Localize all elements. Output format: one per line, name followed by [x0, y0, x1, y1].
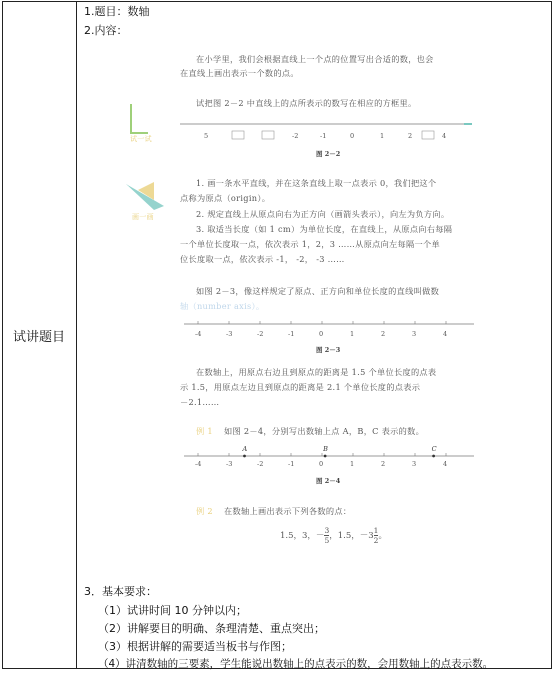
- distance-line-3: －2.1……: [180, 397, 220, 407]
- left-label: 试讲题目: [12, 330, 65, 345]
- example-2-label: 例 2: [196, 506, 213, 516]
- distance-line-2: 示 1.5，用原点左边且到原点的距离是 2.1 个单位长度的点表示: [180, 382, 421, 392]
- point-marker: [324, 455, 327, 458]
- point-marker: [243, 455, 246, 458]
- example-1-label: 例 1: [196, 426, 213, 436]
- tick-label: 4: [443, 460, 448, 468]
- tick-label: 4: [443, 330, 448, 338]
- figure-2-4: [184, 444, 484, 470]
- ruler-icon: [124, 180, 174, 212]
- column-divider: [76, 1, 77, 669]
- point-label: A: [242, 445, 248, 453]
- figure-2-4-caption: 图 2－4: [316, 477, 341, 485]
- tick-label: -3: [226, 330, 233, 338]
- tick-label: -1: [320, 132, 327, 140]
- tick-label: 1: [380, 132, 385, 140]
- requirements-heading: 3．基本要求：: [84, 585, 157, 598]
- tick-label: 4: [442, 132, 447, 140]
- tick-label: 1: [350, 460, 355, 468]
- answer-box: [262, 131, 274, 139]
- try-text: 试把图 2－2 中直线上的点所表示的数写在相应的方框里。: [196, 98, 417, 108]
- step-line-6: 位长度取一点，依次表示 -1， -2， -3 ……: [180, 254, 345, 264]
- example-2-text: 在数轴上画出表示下列各数的点：: [224, 506, 352, 516]
- figure-2-3-caption: 图 2－3: [316, 346, 341, 354]
- point-label: C: [431, 445, 437, 453]
- tick-label: 2: [381, 330, 386, 338]
- point-marker: [432, 455, 435, 458]
- tick-label: 3: [412, 330, 417, 338]
- tick-label: -3: [226, 460, 233, 468]
- tick-label: -1: [288, 460, 295, 468]
- tick-label: 0: [319, 330, 324, 338]
- figure-2-3: [184, 318, 484, 340]
- tick-label: 0: [350, 132, 355, 140]
- example-1-text: 如图 2－4，分别写出数轴上点 A，B，C 表示的数。: [224, 426, 425, 436]
- tick-label: 3: [412, 460, 417, 468]
- tick-label: -2: [292, 132, 299, 140]
- fraction-denominator: 2: [373, 536, 379, 545]
- fraction-denominator: 5: [324, 536, 330, 545]
- tick-label: -2: [257, 330, 264, 338]
- textbook-excerpt: [130, 52, 510, 562]
- requirement-item: （2）讲解要目的明确、条理清楚、重点突出；: [98, 622, 325, 635]
- definition-line-2: 轴（number axis）。: [180, 301, 265, 311]
- tick-label: -1: [288, 330, 295, 338]
- tick-label: -2: [257, 460, 264, 468]
- step-line-1: 1. 画一条水平直线，并在这条直线上取一点表示 0，我们把这个: [196, 178, 437, 188]
- definition-line-1: 如图 2－3，像这样规定了原点、正方向和单位长度的直线叫做数: [196, 286, 440, 296]
- tick-label: 1: [350, 330, 355, 338]
- intro-line-1: 在小学里，我们会根据直线上一个点的位置写出合适的数，也会: [196, 54, 434, 64]
- try-label: 试一试: [130, 135, 152, 143]
- figure-2-2: [180, 118, 480, 140]
- tick-label: 0: [319, 460, 324, 468]
- distance-line-1: 在数轴上，用原点右边且到原点的距离是 1.5 个单位长度的点表: [196, 367, 437, 377]
- tick-label: -4: [195, 330, 202, 338]
- step-line-4: 3. 取适当长度（如 1 cm）为单位长度，在直线上，从原点向右每隔: [196, 224, 453, 234]
- tick-label: 5: [204, 132, 209, 140]
- tick-label: 2: [381, 460, 386, 468]
- try-icon: [130, 104, 148, 134]
- topic-line: 1.题目：数轴: [84, 5, 150, 18]
- step-line-5: 一个单位长度取一点，依次表示 1，2，3 ……从原点向左每隔一个单: [180, 239, 440, 249]
- step-line-3: 2. 规定直线上从原点向右为正方向（画箭头表示），向左为负方向。: [196, 209, 450, 219]
- answer-box: [422, 131, 434, 139]
- example-2-numbers: [280, 526, 387, 545]
- numbers-end: 。: [378, 531, 387, 541]
- content-heading: 2.内容：: [84, 24, 128, 37]
- fraction-numerator: 3: [324, 526, 330, 535]
- requirement-item: （3）根据讲解的需要适当板书与作图；: [98, 640, 292, 653]
- answer-box: [232, 131, 244, 139]
- figure-2-2-caption: 图 2－2: [316, 150, 341, 158]
- intro-line-2: 在直线上画出表示一个数的点。: [180, 68, 299, 78]
- point-label: B: [323, 445, 328, 453]
- tick-label: -4: [195, 460, 202, 468]
- numbers-part-2: ，1.5，－3: [329, 531, 374, 541]
- requirement-item: （4）讲清数轴的三要素，学生能说出数轴上的点表示的数，会用数轴上的点表示数。: [98, 658, 494, 670]
- draw-label: 画一画: [132, 213, 154, 221]
- step-line-2: 点称为原点（origin）。: [180, 193, 271, 203]
- fraction-numerator: 1: [373, 526, 379, 535]
- requirement-item: （1）试讲时间 10 分钟以内；: [98, 604, 247, 617]
- numbers-part-1: 1.5，3，－: [280, 531, 325, 541]
- tick-label: 2: [408, 132, 413, 140]
